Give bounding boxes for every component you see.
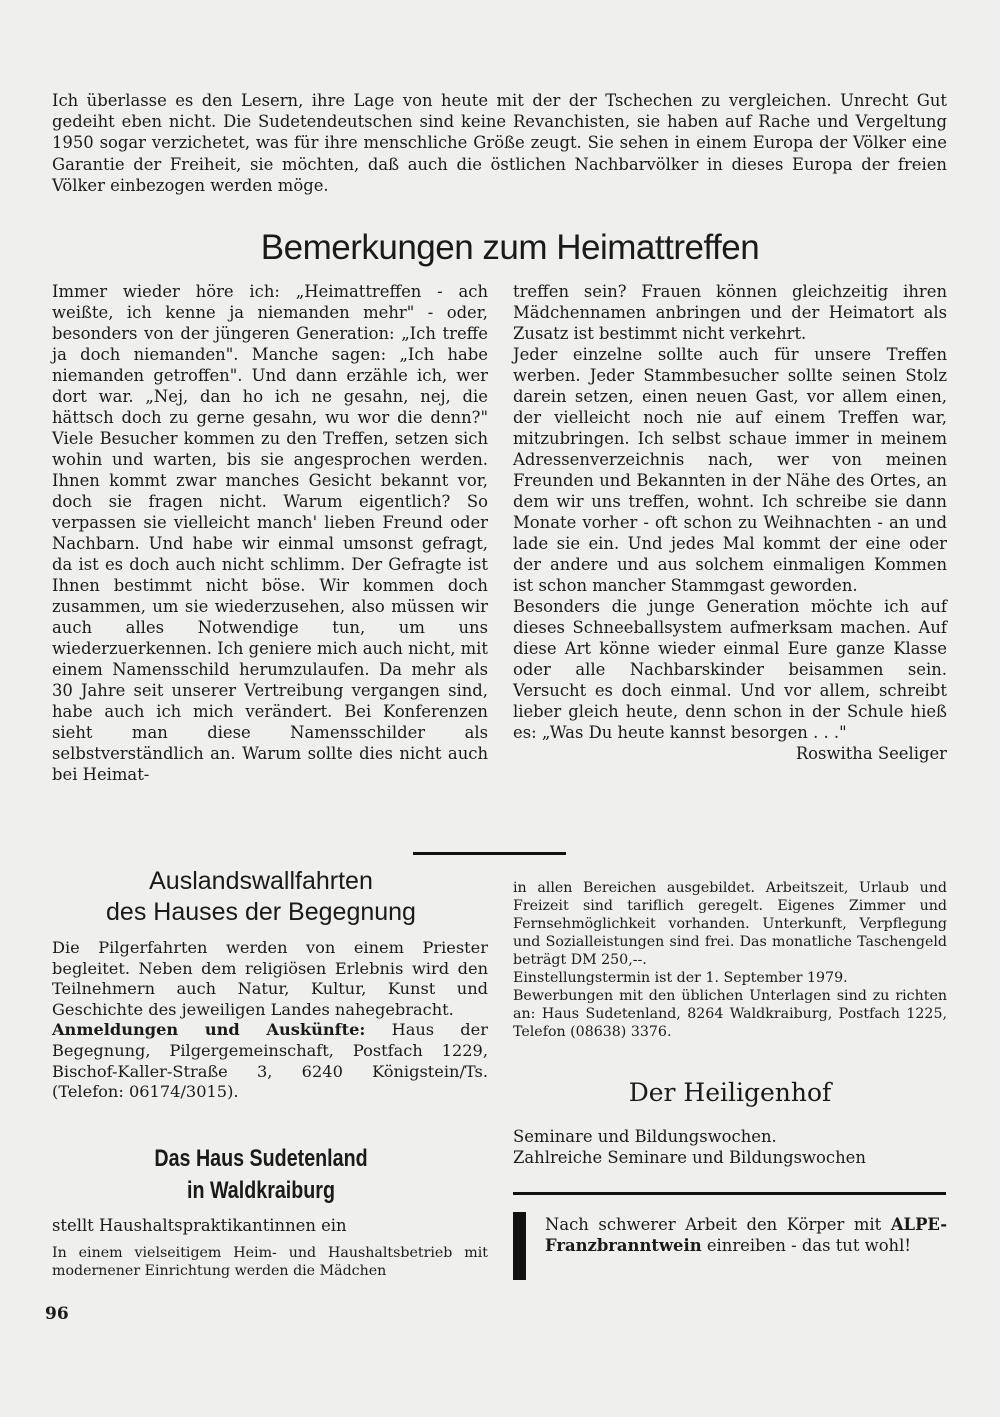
haus-continuation: [513, 879, 947, 1041]
heiligenhof-body: [513, 1126, 947, 1168]
article-column-right: [513, 281, 947, 764]
registration-text: Haus der Begegnung, Pilgergemeinschaft, Postfach 1229, Bischof-Kaller-Straße 3, 6240 Königstein/Ts. (Telefon: 06174/3015).: [52, 1020, 488, 1102]
pilgrimage-title: [52, 866, 470, 928]
haus-continuation-2: Einstellungstermin ist der 1. September 1979.: [513, 970, 848, 986]
pilgrimage-title-line-1: Auslandswallfahrten: [149, 867, 373, 895]
intro-text: Ich überlasse es den Lesern, ihre Lage von heute mit der der Tschechen zu vergleichen. Unrecht Gut gedeiht eben nicht. Die Sudetendeutschen sind keine Revanchisten, sie haben auf Rache und Vergeltung 1950 sogar verzichetet, was für ihre menschliche Größe zeugt. Sie sehen in einem Europa der Völker eine Garantie der Freiheit, sie möchten, daß auch die östlichen Nachbarvölker in dieses Europa der freien Völker einbezogen werden möge.: [52, 91, 947, 195]
article-right-paragraph-1: treffen sein? Frauen können gleichzeitig ihren Mädchennamen anbringen und der Heimatort als Zusatz ist bestimmt nicht verkehrt.: [513, 282, 947, 343]
article-title: Bemerkungen zum Heimattreffen: [260, 228, 760, 267]
page-number: 96: [45, 1304, 69, 1324]
intro-paragraph: [52, 90, 947, 196]
article-right-paragraph-3: Besonders die junge Generation möchte ich auf dieses Schneeballsystem aufmerksam machen. Auf diese Art könne wieder einmal Eure ganze Klasse oder alle Nachbarskinder beisammen sein. Versucht es doch einmal. Und vor allem, schreibt lieber gleich heute, denn schon in der Schule hieß es: „Was Du heute kannst besorgen . . .": [513, 597, 947, 742]
heiligenhof-title: Der Heiligenhof: [628, 1078, 832, 1107]
haus-sudetenland-title: [90, 1143, 433, 1207]
haus-subtitle: stellt Haushaltspraktikantinnen ein: [52, 1216, 347, 1235]
article-column-left: [52, 281, 488, 785]
haus-continuation-1: in allen Bereichen ausgebildet. Arbeitszeit, Urlaub und Freizeit sind tariflich geregelt. Eigenes Zimmer und Fernsehmöglichkeit vorhanden. Unterkunft, Verpflegung und Sozialleistungen sind frei. Das monatliche Taschengeld beträgt DM 250,--.: [513, 880, 947, 968]
advert: [545, 1214, 947, 1256]
advert-text-after: einreiben - das tut wohl!: [701, 1236, 911, 1255]
advert-divider: [513, 1192, 946, 1195]
haus-title-line-2: in Waldkraiburg: [187, 1177, 335, 1204]
pilgrimage-title-line-2: des Hauses der Begegnung: [106, 898, 416, 926]
advert-bar: [513, 1212, 526, 1280]
pilgrimage-body: [52, 938, 488, 1103]
article-author: Roswitha Seeliger: [795, 744, 947, 763]
haus-continuation-3: Bewerbungen mit den üblichen Unterlagen sind zu richten an: Haus Sudetenland, 8264 Waldkraiburg, Postfach 1225, Telefon (08638) 3376.: [513, 988, 947, 1040]
advert-text-before: Nach schwerer Arbeit den Körper mit: [545, 1215, 891, 1234]
haus-title-line-1: Das Haus Sudetenland: [154, 1145, 368, 1172]
pilgrimage-paragraph: Die Pilgerfahrten werden von einem Priester begleitet. Neben dem religiösen Erlebnis wird den Teilnehmern auch Natur, Kultur, Kunst und Geschichte des jeweiligen Landes nahegebracht.: [52, 938, 488, 1019]
heiligenhof-line-2: Zahlreiche Seminare und Bildungswochen: [513, 1148, 866, 1167]
registration-label: Anmeldungen und Auskünfte:: [52, 1020, 366, 1040]
advert-text: [545, 1214, 947, 1256]
haus-text: In einem vielseitigem Heim- und Haushaltsbetrieb mit modernener Einrichtung werden die Mädchen: [52, 1245, 488, 1279]
section-divider: [413, 852, 566, 855]
article-left-paragraph: Immer wieder höre ich: „Heimattreffen - ach weißte, ich kenne ja niemanden mehr" - oder, besonders von der jüngeren Generation: „Ich treffe ja doch niemanden". Manche sagen: „Ich habe niemanden getroffen". Und dann erzähle ich, wer dort war. „Nej, dan ho ich ne gesahn, nej, die hättsch doch zu gerne gesahn, wu wor die denn?" Viele Besucher kommen zu den Treffen, setzen sich wohin und warten, bis sie angesprochen werden. Ihnen kommt zwar manches Gesicht bekannt vor, doch sie fragen nicht. Warum eigentlich? So verpassen sie vielleicht manch' lieben Freund oder Nachbarn. Und habe wir einmal umsonst gefragt, da ist es doch auch nicht schlimm. Der Gefragte ist Ihnen bestimmt nicht böse. Wir kommen doch zusammen, um sie wiederzusehen, also müssen wir auch alles Notwendige tun, um uns wiederzuerkennen. Ich geniere mich auch nicht, mit einem Namensschild herumzulaufen. Da mehr als 30 Jahre seit unserer Vertreibung vergangen sind, habe auch ich mich verändert. Bei Konferenzen sieht man diese Namensschilder als selbstverständlich an. Warum sollte dies nicht auch bei Heimat-: [52, 282, 488, 784]
advert-product: ALPE-Franzbranntwein: [545, 1215, 947, 1255]
pilgrimage-registration: [52, 1020, 488, 1102]
heiligenhof-line-1: Seminare und Bildungswochen.: [513, 1127, 777, 1146]
article-right-paragraph-2: Jeder einzelne sollte auch für unsere Treffen werben. Jeder Stammbesucher sollte seinen Stolz darein setzen, einen neuen Gast, vor allem einen, der vielleicht noch nie auf einem Treffen war, mitzubringen. Ich selbst schaue immer in meinem Adressenverzeichnis nach, wer von meinen Freunden und Bekannten in der Nähe des Ortes, an dem wir uns treffen, wohnt. Ich schreibe sie dann Monate vorher - oft schon zu Weihnachten - an und lade sie ein. Und jedes Mal kommt der eine oder der andere und aus solchem einmaligen Kommen ist schon mancher Stammgast geworden.: [513, 345, 947, 595]
